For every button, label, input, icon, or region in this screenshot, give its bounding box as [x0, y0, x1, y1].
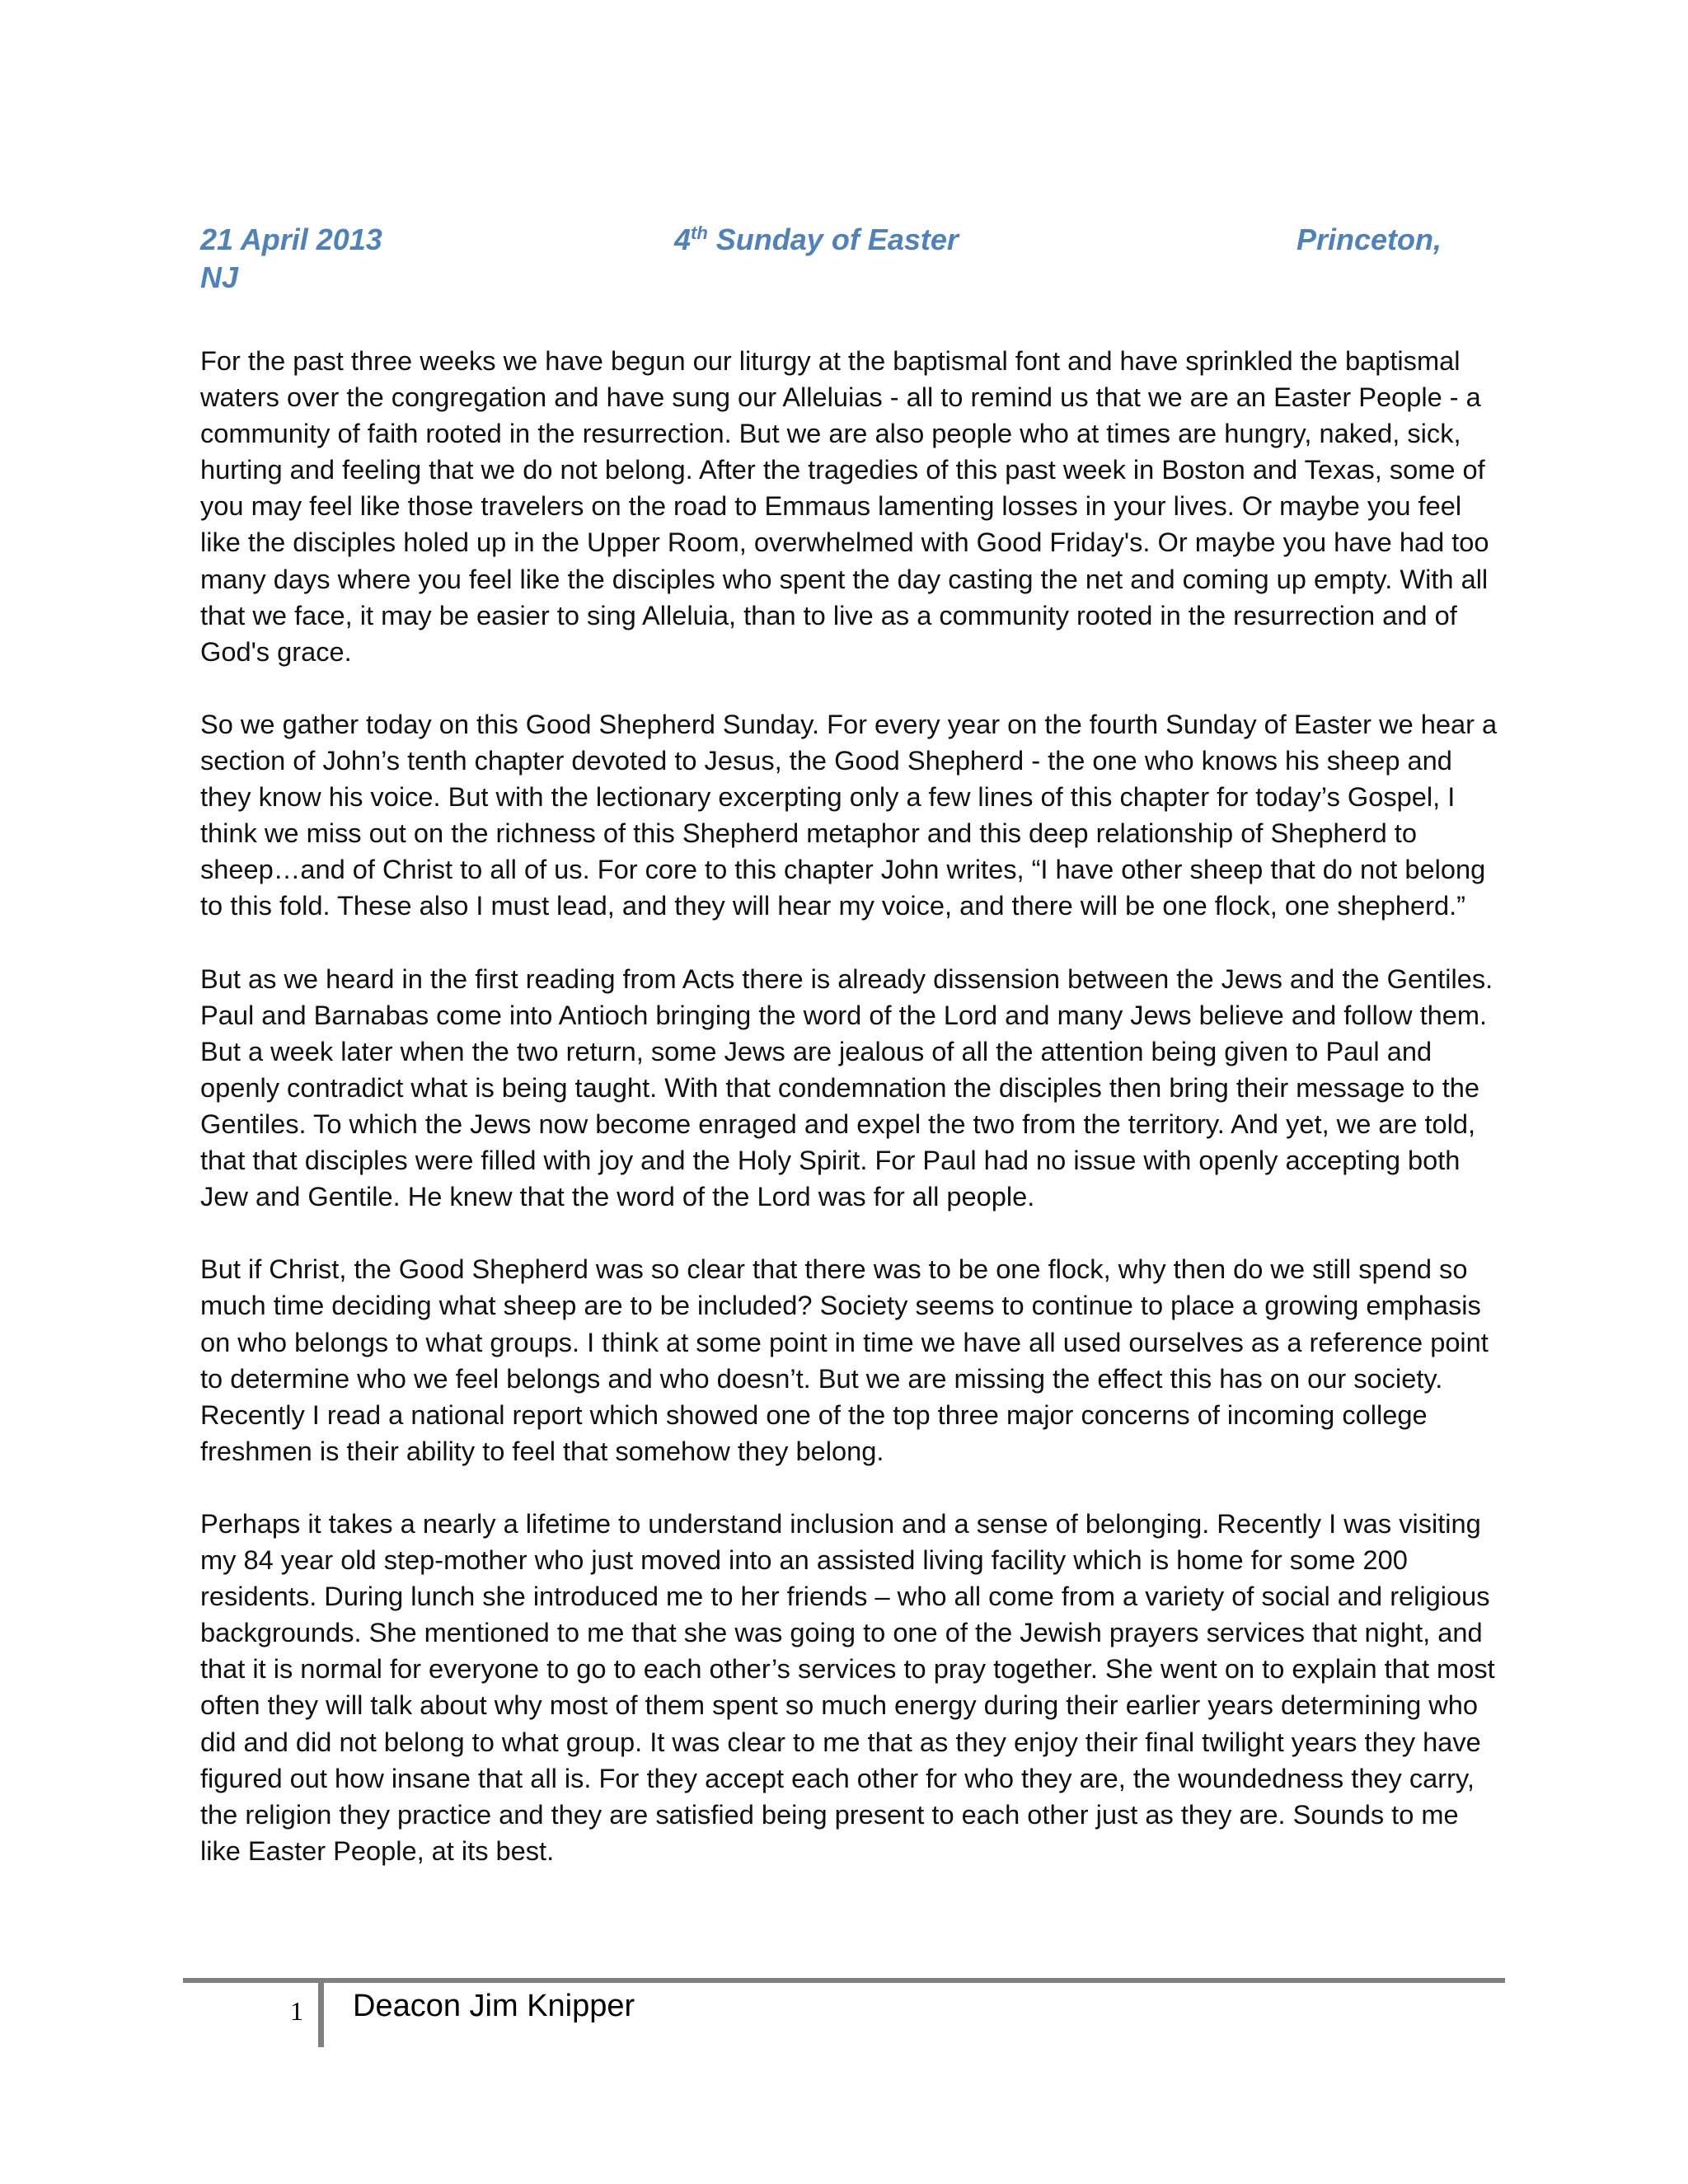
footer-author: Deacon Jim Knipper [353, 1989, 635, 2023]
paragraph-1: For the past three weeks we have begun our liturgy at the baptismal font and have sprinkled the baptismal waters over the congregation and have sung our Alleluias - all to remind us that we are an Easter People - a community of faith rooted in the resurrection. But we are also people who at times are hungry, naked, sick, hurting and feeling that we do not belong. After the tragedies of this past week in Boston and Texas, some of you may feel like those travelers on the road to Emmaus lamenting losses in your lives. Or maybe you feel like the disciples holed up in the Upper Room, overwhelmed with Good Friday's. Or maybe you have had too many days where you feel like the disciples who spent the day casting the net and coming up empty. With all that we face, it may be easier to sing Alleluia, than to live as a community rooted in the resurrection and of God's grace. [200, 345, 1489, 667]
sermon-header [200, 221, 1461, 303]
liturgical-occasion [674, 221, 959, 259]
paragraph-4: But if Christ, the Good Shepherd was so clear that there was to be one flock, why then do we still spend so much time deciding what sheep are to be included? Society seems to continue to place a growing emphasis on who belongs to what groups. I think at some point in time we have all used ourselves as a reference point to determine who we feel belongs and who doesn’t. But we are missing the effect this has on our society. Recently I read a national report which showed one of the top three major concerns of incoming college freshmen is their ability to feel that somehow they belong. [200, 1254, 1489, 1466]
occasion-ordinal: 4 [674, 223, 692, 256]
occasion-text: Sunday of Easter [707, 223, 959, 256]
paragraph-2: So we gather today on this Good Shepherd Sunday. For every year on the fourth Sunday of Easter we hear a section of John’s tenth chapter devoted to Jesus, the Good Shepherd - the one who knows his sheep and they know his voice. But with the lectionary excerpting only a few lines of this chapter for today’s Gospel, I think we miss out on the richness of this Shepherd metaphor and this deep relationship of Shepherd to sheep…and of Christ to all of us. For core to this chapter John writes, “I have other sheep that do not belong to this fold. These also I must lead, and they will hear my voice, and there will be one flock, one shepherd.” [200, 708, 1498, 921]
sermon-date: 21 April 2013 [200, 223, 382, 256]
sermon-location-line2: NJ [200, 260, 239, 294]
paragraph-5: Perhaps it takes a nearly a lifetime to understand inclusion and a sense of belonging. Recently I was visiting my 84 year old step-mother who just moved into an assisted living facility which is home for some 200 residents. During lunch she introduced me to her friends – who all come from a variety of social and religious backgrounds. She mentioned to me that she was going to one of the Jewish prayers services that night, and that it is normal for everyone to go to each other’s services to pray together. She went on to explain that most often they will talk about why most of them spent so much energy during their earlier years determining who did and did not belong to what group. It was clear to me that as they enjoy their final twilight years they have figured out how insane that all is. For they accept each other for who they are, the woundedness they carry, the religion they practice and they are satisfied being present to each other just as they are. Sounds to me like Easter People, at its best. [200, 1508, 1495, 1866]
footer-divider [318, 1978, 324, 2047]
page-number: 1 [290, 1996, 303, 2026]
sermon-location-line1: Princeton, [1296, 223, 1442, 256]
sermon-body [200, 343, 1503, 1905]
footer-rule [183, 1978, 1505, 1983]
paragraph-3: But as we heard in the first reading from Acts there is already dissension between the Jews and the Gentiles. Paul and Barnabas come into Antioch bringing the word of the Lord and many Jews believe and follow them. But a week later when the two return, some Jews are jealous of all the attention being given to Paul and openly contradict what is being taught. With that condemnation the disciples then bring their message to the Gentiles. To which the Jews now become enraged and expel the two from the territory. And yet, we are told, that that disciples were filled with joy and the Holy Spirit. For Paul had no issue with openly accepting both Jew and Gentile. He knew that the word of the Lord was for all people. [200, 963, 1493, 1212]
occasion-ordinal-suffix: th [691, 223, 708, 243]
